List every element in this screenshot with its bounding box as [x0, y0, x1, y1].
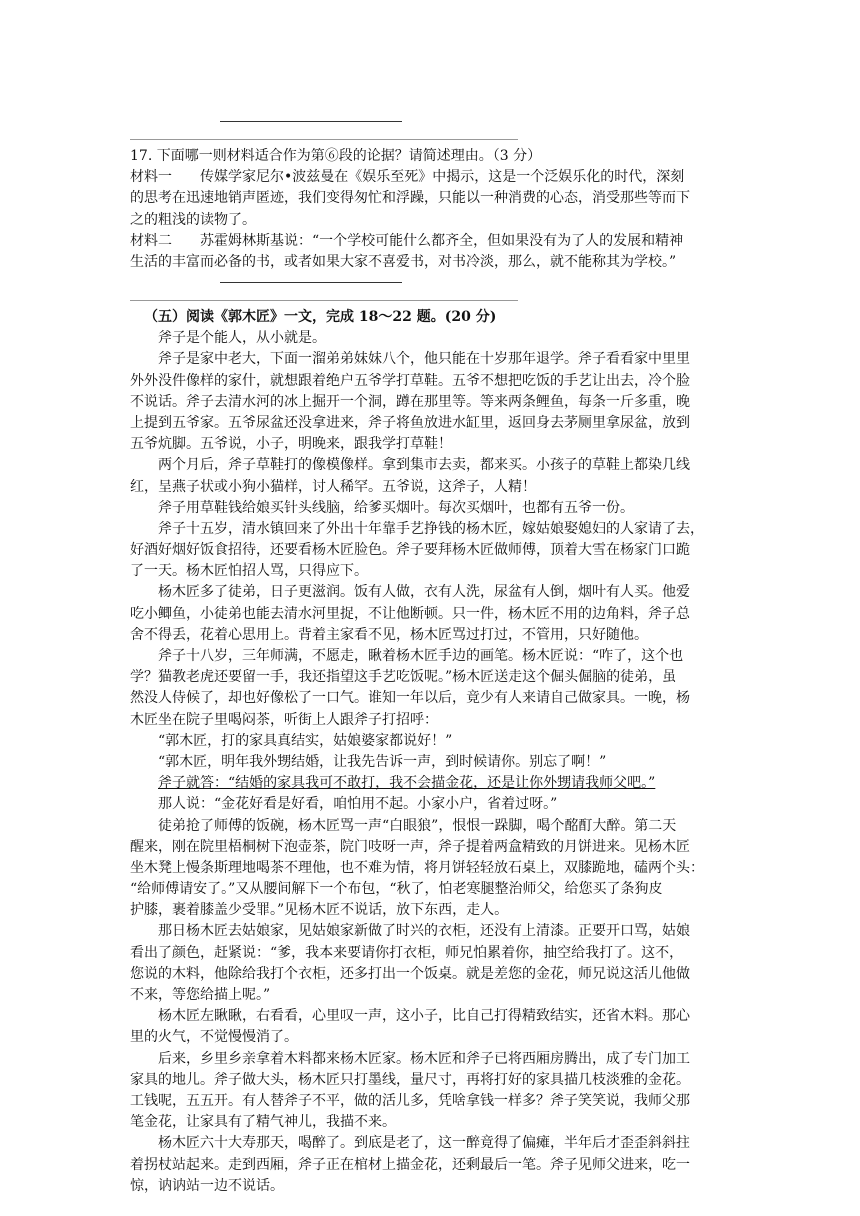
- story-line: 斧子就答：“结婚的家具我可不敢打，我不会描金花，还是让你外甥请我师父吧。”: [158, 775, 656, 792]
- story-line: “郭木匠，打的家具真结实，姑娘婆家都说好！”: [158, 732, 453, 749]
- material-2-line-2: 生活的丰富而必备的书，或者如果大家不喜爱书，对书冷淡，那么，就不能称其为学校。”: [130, 253, 677, 270]
- story-line: 两个月后，斧子草鞋打的像模像样。拿到集市去卖，都来买。小孩子的草鞋上都染几线: [158, 457, 690, 474]
- story-line: 杨木匠左瞅瞅，右看看，心里叹一声，这小子，比自己打得精致结实，还省木料。那心: [158, 1008, 690, 1025]
- story-line: 好酒好烟好饭食招待，还要看杨木匠脸色。斧子要拜杨木匠做师傅，顶着大雪在杨家门口跪: [130, 542, 690, 559]
- story-line: “郭木匠，明年我外甥结婚，让我先告诉一声，到时候请你。别忘了啊！”: [158, 753, 607, 770]
- story-line: 不来，等您给描上呢。”: [130, 987, 271, 1003]
- story-line: 斧子用草鞋钱给娘买针头线脑，给爹买烟叶。每次买烟叶，也都有五爷一份。: [158, 499, 634, 516]
- story-line: 您说的木料，他除给我打个衣柜，还多打出一个饭桌。就是差您的金花，师兄说这活儿他做: [130, 965, 690, 982]
- story-line: 里的火气，不觉慢慢消了。: [130, 1029, 298, 1046]
- story-line: 吃小鲫鱼，小徒弟也能去清水河里捉，不让他断顿。只一件，杨木匠不用的边角料，斧子总: [130, 605, 690, 622]
- question-17: [130, 146, 730, 273]
- story-line: 五爷炕脚。五爷说，小子，明晚来，跟我学打草鞋！: [130, 436, 452, 453]
- story-line: 杨木匠六十大寿那天，喝醉了。到底是老了，这一醉竟得了偏瘫，半年后才歪歪斜斜拄: [158, 1135, 690, 1152]
- story-line: 工钱呢，五五开。有人替斧子不平，做的活儿多，凭啥拿钱一样多？斧子笑笑说，我师父那: [130, 1092, 690, 1109]
- question-17-prompt: 17. 下面哪一则材料适合作为第⑥段的论据？请简述理由。（3 分）: [130, 148, 542, 164]
- material-1-line-2: 的思考在迅速地销声匿迹，我们变得匆忙和浮躁，只能以一种消费的心态，消受那些等而下: [130, 190, 690, 207]
- story-line: 木匠坐在院子里喝闷茶，听街上人跟斧子打招呼：: [130, 711, 438, 728]
- story-line: 学？猫教老虎还要留一手，我还指望这手艺吃饭呢。”杨木匠送走这个倔头倔脑的徒弟，虽: [130, 669, 677, 686]
- story-line: 坐木凳上慢条斯理地喝茶不理他，也不难为情，将月饼轻轻放石桌上，双膝跪地，磕两个头：: [130, 859, 704, 876]
- story-body: [130, 328, 730, 1197]
- material-1-line-1: 材料一 传媒学家尼尔•波兹曼在《娱乐至死》中揭示，这是一个泛娱乐化的时代，深刻: [130, 169, 685, 186]
- story-line: 上提到五爷家。五爷尿盆还没拿进来，斧子将鱼放进水缸里，返回身去茅厕里拿尿盆，放到: [130, 414, 690, 431]
- section-5-heading: （五）阅读《郭木匠》一文，完成 18～22 题。(20 分): [144, 309, 497, 325]
- story-line: 然没人侍候了，却也好像松了一口气。谁知一年以后，竟少有人来请自己做家具。一晚，杨: [130, 690, 690, 707]
- story-line: 家具的地儿。斧子做大头，杨木匠只打墨线，量尺寸，再将打好的家具描几枝淡雅的金花。: [130, 1071, 690, 1088]
- story-line: 惊，讷讷站一边不说话。: [130, 1177, 284, 1194]
- story-line: 了一天。杨木匠怕招人骂，只得应下。: [130, 563, 368, 580]
- story-line: 醒来，刚在院里梧桐树下泡壶茶，院门吱呀一声，斧子提着两盒精致的月饼进来。见杨木匠: [130, 838, 690, 855]
- story-line: 外外没件像样的家什，就想跟着绝户五爷学打草鞋。五爷不想把吃饭的手艺让出去，冷个脸: [130, 372, 690, 389]
- story-line: “给师傅请安了。”又从腰间解下一个布包，“秋了，怕老寒腿整治师父，给您买了条狗皮: [130, 881, 663, 898]
- material-1-line-3: 之的粗浅的读物了。: [130, 211, 256, 228]
- answer-line-short: [220, 121, 402, 122]
- story-line: 不说话。斧子去清水河的冰上掘开一个洞，蹲在那里等。等来两条鲤鱼，每条一斤多重，晚: [130, 393, 690, 410]
- material-2-line-1: 材料二 苏霍姆林斯基说：“一个学校可能什么都齐全，但如果没有为了人的发展和精神: [130, 232, 684, 249]
- story-line: 红，呈燕子状或小狗小猫样，讨人稀罕。五爷说，这斧子，人精！: [130, 478, 536, 495]
- story-line: 着拐杖站起来。走到西厢，斧子正在棺材上描金花，还剩最后一笔。斧子见师父进来，吃一: [130, 1156, 690, 1173]
- story-line: 斧子是家中老大，下面一溜弟弟妹妹八个，他只能在十岁那年退学。斧子看看家中里里: [158, 351, 690, 368]
- story-line: 护膝，裹着膝盖少受罪。”见杨木匠不说话，放下东西，走人。: [130, 902, 509, 919]
- story-line: 笔金花，让家具有了精气神儿，我描不来。: [130, 1114, 396, 1131]
- story-line: 徒弟抢了师傅的饭碗，杨木匠骂一声“白眼狼”，恨恨一跺脚，喝个酩酊大醉。第二天: [158, 817, 677, 834]
- story-line: 那日杨木匠去姑娘家，见姑娘家新做了时兴的衣柜，还没有上清漆。正要开口骂，姑娘: [158, 923, 690, 940]
- answer-line-long: [130, 139, 518, 140]
- story-line: 斧子是个能人，从小就是。: [158, 330, 326, 347]
- story-line: 舍不得丢，花着心思用上。背着主家看不见，杨木匠骂过打过，不管用，只好随他。: [130, 626, 648, 643]
- story-line: 斧子十五岁，清水镇回来了外出十年靠手艺挣钱的杨木匠，嫁姑娘娶媳妇的人家请了去，: [158, 520, 704, 537]
- story-line: 看出了颜色，赶紧说：“爹，我本来要请你打衣柜，师兄怕累着你，抽空给我打了。这不，: [130, 944, 684, 961]
- story-line: 那人说：“金花好看是好看，咱怕用不起。小家小户，省着过呀。”: [158, 796, 558, 813]
- story-line: 后来，乡里乡亲拿着木料都来杨木匠家。杨木匠和斧子已将西厢房腾出，成了专门加工: [158, 1050, 690, 1067]
- answer-line-long: [130, 300, 518, 301]
- section-5: [130, 307, 730, 1197]
- story-line: 杨木匠多了徒弟，日子更滋润。饭有人做，衣有人洗，尿盆有人倒，烟叶有人买。他爱: [158, 584, 690, 601]
- story-line: 斧子十八岁，三年师满，不愿走，瞅着杨木匠手边的画笔。杨木匠说：“咋了，这个也: [158, 648, 684, 664]
- answer-line-short: [220, 282, 402, 283]
